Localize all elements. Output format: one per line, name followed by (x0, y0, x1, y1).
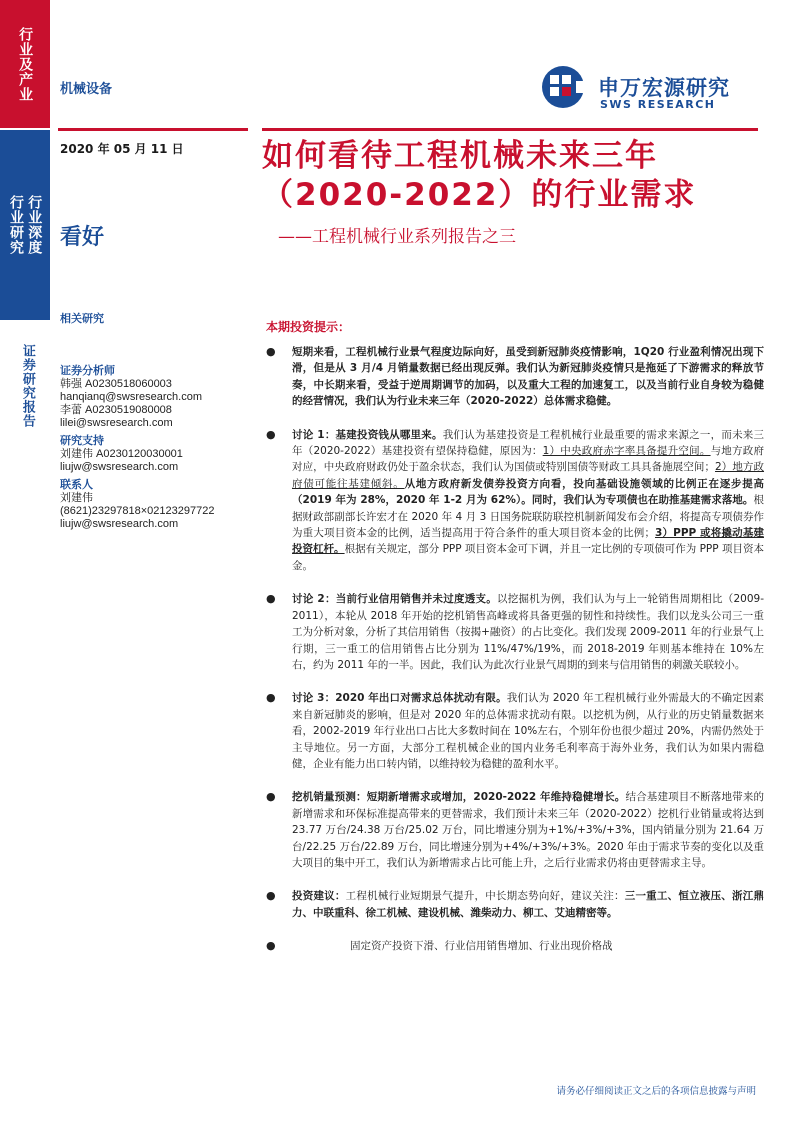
sidebar-securities-label: 证券研究报告 (19, 344, 35, 428)
sidebar-category-label: 行业及产业 (17, 26, 34, 102)
tip-text: 我们认为 2020 年工程机械行业外需最大的不确定因素来自新冠肺炎的影响，但是对 2020 年的总体需求扰动有限。以挖机为例，从行业的历史销量数据来看，2002-2019 年行业出口占比大多数时间在 10%左右，个别年份也很少超过 20%，内需仍然处于主导地位。另一方面，大部分工程机械企业的国内业务毛利率高于海外业务，我们认为如果内需稳健，企业有能力出口转内销，以维持较为稳健的盈利水平。 (292, 692, 764, 770)
support-line: 刘建伟 A0230120030001 (60, 448, 183, 460)
support-email[interactable]: liujw@swsresearch.com (60, 461, 179, 473)
sidebar-report-type-b: 行业深度 (26, 195, 43, 255)
bullet-icon: ● (266, 592, 276, 606)
tip-text: 结合基建项目不断落地带来的新增需求和环保标准提高带来的更替需求，我们预计未来三年（2020-2022）挖机行业销量或将达到 23.77 万台/24.38 万台/25.02 万台，同比增速分别为+1%/+3%/+3%，国内销量分别为 21.64 万台/22.25 万台/22.89 万台，同比增速分别为+4%/+3%/+3%。2020 年由于需求节奏的变化以及重大项目的集中开工，我们认为新增需求占比可能上升，之后行业需求仍将由更替需求主导。 (292, 791, 764, 869)
sidebar-category-tab (0, 0, 50, 128)
rating-label: 看好 (60, 225, 105, 250)
logo-text-cn: 申万宏源研究 (598, 76, 730, 100)
tip-item (266, 789, 764, 871)
analyst-line: 李蕾 A0230519080008 (60, 404, 172, 416)
tip-heading: 讨论 1：基建投资钱从哪里来。 (292, 428, 443, 441)
sidebar-securities-label-box (18, 344, 35, 432)
bullet-icon: ● (266, 790, 276, 804)
report-title-line2: （2020-2022）的行业需求 (262, 177, 697, 213)
sidebar-report-type-a: 行业研究 (8, 195, 24, 255)
tip-underlined: 1）中央政府赤字率具备提升空间。 (542, 445, 711, 458)
header-divider-left (58, 128, 248, 131)
risk-text: 固定资产投资下滑、行业信用销售增加、行业出现价格战 (350, 940, 613, 953)
tip-bold: 三一重工、恒立液压、浙江鼎力、中联重科、徐工机械、建设机械、潍柴动力、柳工、艾迪精密等。 (292, 890, 765, 919)
contact-email[interactable]: liujw@swsresearch.com (60, 518, 179, 530)
tip-text: 与地方政府对应，中央政府财政仍处于盈余状态，我们认为国债或特别国债等财政工具具备施展空间； (292, 445, 764, 474)
tip-item (266, 938, 764, 954)
header-divider-right (262, 128, 758, 131)
brand-logo (540, 64, 596, 114)
tip-text: 根据有关规定，部分 PPP 项目资本金可下调，并且一定比例的专项债可作为 PPP 项目资本金。 (292, 543, 764, 572)
contact-name: 刘建伟 (60, 492, 93, 504)
logo-mark-icon (540, 64, 596, 110)
analyst-email[interactable]: hanqianq@swsresearch.com (60, 391, 203, 403)
tip-heading: 讨论 3：2020 年出口对需求总体扰动有限。 (292, 692, 507, 705)
tip-text: 我们认为基建投资是工程机械行业最重要的需求来源之一，而未来三年（2020-2022）基建投资有望保持稳健，原因为： (292, 428, 764, 458)
analyst-email[interactable]: lilei@swsresearch.com (60, 417, 173, 429)
tip-item (266, 888, 764, 921)
analyst-label: 证券分析师 (60, 364, 115, 377)
tip-text: 以挖掘机为例，我们认为与上一轮销售周期相比（2009-2011），本轮从 2018 年开始的挖机销售高峰或将具备更强的韧性和持续性。我们以龙头公司三一重工为分析对象，分析了其信用销售（按揭+融资）的占比变化。我们发现 2009-2011 年的行业景气上行期，三一重工的信用销售占比分别为 11%/47%/19%，而 2018-2019 年则基本维持在 10%左右，约为 2011 年的一半。因此，我们认为此次行业景气周期的到来与信用销售的刺激关联较小。 (292, 593, 764, 671)
tip-item (266, 690, 764, 772)
report-subtitle: ——工程机械行业系列报告之三 (278, 227, 516, 247)
industry-label: 机械设备 (60, 82, 113, 97)
related-research-label: 相关研究 (60, 312, 104, 325)
bullet-icon: ● (266, 427, 276, 441)
tips-heading: 本期投资提示： (266, 320, 351, 334)
sidebar-report-type-tab (0, 130, 50, 320)
tip-heading: 讨论 2：当前行业信用销售并未过度透支。 (292, 593, 497, 606)
contact-phone: (8621)23297818×02123297722 (60, 505, 215, 517)
analyst-info (60, 362, 250, 531)
support-label: 研究支持 (60, 434, 104, 447)
contact-label: 联系人 (60, 478, 93, 491)
tip-text: 根据财政部副部长许宏才在 2020 年 4 月 3 日国务院联防联控机制新闻发布会介绍，将提高专项债券作为重大项目资本金的比例，适当提高用于符合条件的重大项目资本金的比例； (292, 494, 764, 540)
tip-item (266, 427, 764, 575)
tips-list (266, 344, 764, 955)
tip-heading: 投资建议： (292, 890, 346, 903)
tip-text: 短期来看，工程机械行业景气程度边际向好，虽受到新冠肺炎疫情影响，1Q20 行业盈利情况出现下滑，但是从 3 月/4 月销量数据已经出现反弹。我们认为新冠肺炎疫情只是拖延了下游需求的释放节奏，中长期来看，受益于逆周期调节的加码，以及重大工程的加速复工，以及当前行业自身较为稳健的经营情况，我们认为行业未来三年（2020-2022）总体需求稳健。 (292, 346, 764, 408)
tip-text: 工程机械行业短期景气提升，中长期态势向好，建议关注： (345, 890, 625, 903)
tip-underlined: 3）PPP 或将撬动基建投资杠杆。 (292, 527, 764, 556)
tip-bold: 从地方政府新发债券投资方向看，投向基础设施领域的比例正在逐步提高（2019 年为 28%，2020 年 1-2 月为 62%）。同时，我们认为专项债也在助推基建需求落地。 (292, 477, 765, 507)
analyst-line: 韩强 A0230518060003 (60, 378, 172, 390)
bullet-icon: ● (266, 691, 276, 705)
report-date: 2020 年 05 月 11 日 (60, 142, 184, 156)
tip-heading: 挖机销量预测：短期新增需求或增加，2020-2022 年维持稳健增长。 (292, 791, 626, 804)
tip-item (266, 344, 764, 410)
logo-text-en: SWS RESEARCH (600, 98, 716, 111)
footer-disclaimer: 请务必仔细阅读正文之后的各项信息披露与声明 (556, 1086, 756, 1097)
bullet-icon: ● (266, 939, 276, 953)
bullet-icon: ● (266, 345, 276, 358)
bullet-icon: ● (266, 889, 276, 903)
tip-item (266, 591, 764, 673)
report-title-line1: 如何看待工程机械未来三年 (262, 138, 658, 174)
tip-underlined: 2）地方政府债可能往基建倾斜。 (292, 461, 765, 490)
